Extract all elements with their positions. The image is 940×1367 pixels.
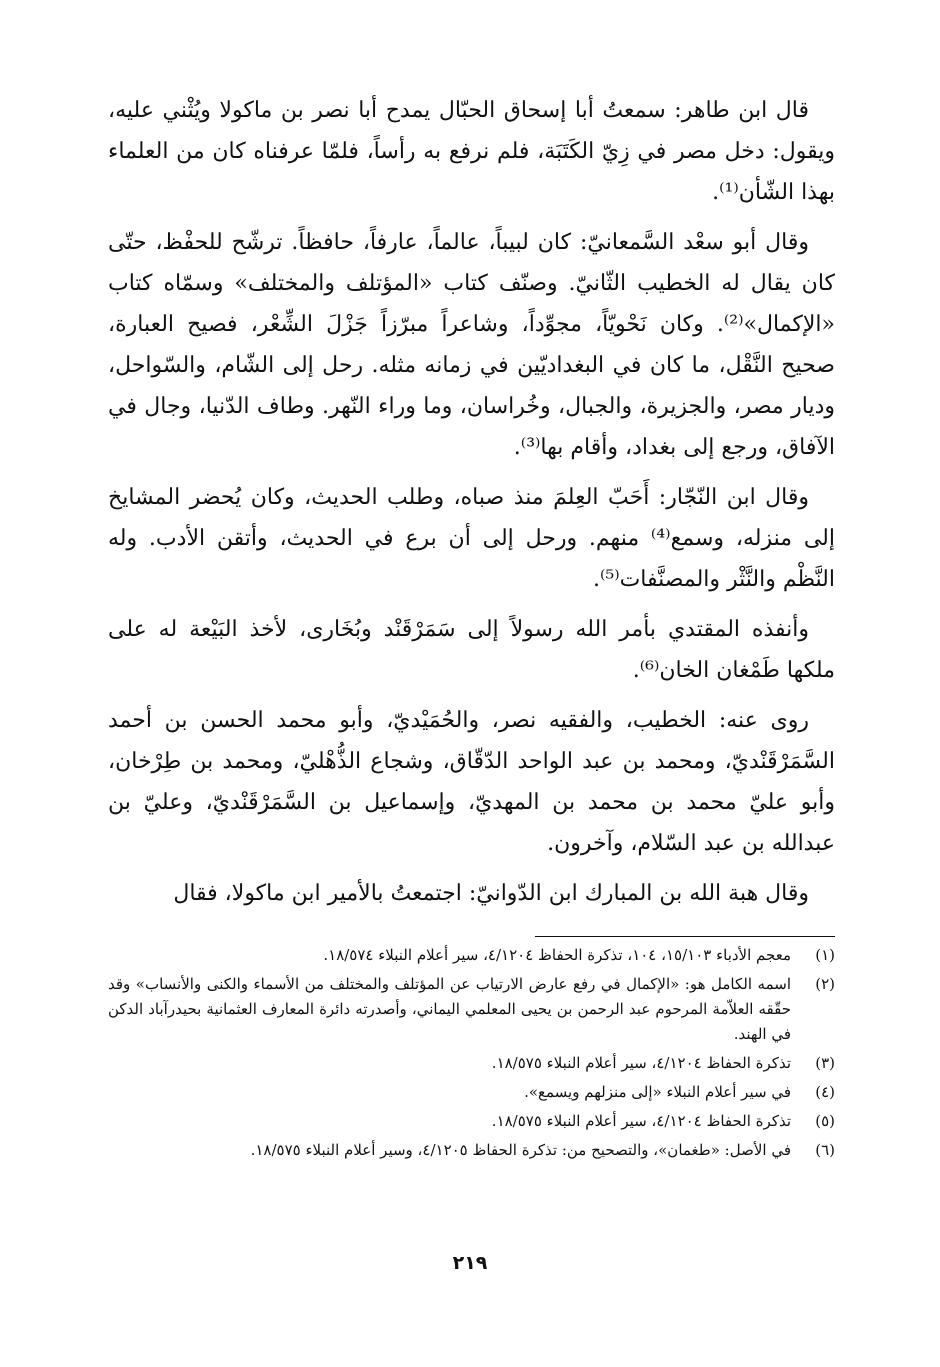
footnote-number: (٤) — [815, 1083, 835, 1101]
body-paragraph: وقال هبة الله بن المبارك ابن الدّوانيّ: اجتمعتُ بالأمير ابن ماكولا، فقال — [173, 881, 809, 906]
footnote-text: تذكرة الحفاظ ٤/١٢٠٤، سير أعلام النبلاء ١٨/٥٧٥. — [491, 1054, 791, 1072]
footnote-text: تذكرة الحفاظ ٤/١٢٠٤، سير أعلام النبلاء ١٨/٥٧٥. — [491, 1112, 791, 1130]
footnote-separator — [535, 936, 835, 937]
body-paragraph: وقال ابن النّجّار: أَحَبّ العِلمَ منذ صباه، وطلب الحديث، وكان يُحضر المشايخ إلى منزله، وسمع⁽⁴⁾ منهم. ورحل إلى أن برع في الحديث، وأتقن الأدب. وله النَّظْم والنَّثْر والمصنَّفات⁽⁵⁾. — [108, 485, 836, 592]
footnote-number: (٥) — [815, 1112, 835, 1130]
body-paragraph: وأنفذه المقتدي بأمر الله رسولاً إلى سَمَرْقَنْد وبُخَارى، لأخذ البَيْعة له على ملكها طَمْغان الخان⁽⁶⁾. — [108, 617, 835, 683]
footnote-number: (١) — [815, 946, 835, 964]
footnote-number: (٦) — [815, 1141, 835, 1159]
footnote-text: معجم الأدباء ١٥/١٠٣، ١٠٤، تذكرة الحفاظ ٤/١٢٠٤، سير أعلام النبلاء ١٨/٥٧٤. — [323, 946, 791, 964]
page-number: ٢١٩ — [452, 1252, 488, 1274]
body-paragraph: قال ابن طاهر: سمعتُ أبا إسحاق الحبّال يمدح أبا نصر بن ماكولا ويُثْني عليه، ويقول: دخل مصر في زِيّ الكَتَبَة، فلم نرفع به رأساً، فلمّا عرفناه كان من العلماء بهذا الشّأن⁽¹⁾. — [108, 98, 835, 205]
footnote-number: (٢) — [815, 975, 835, 993]
footnote-number: (٣) — [815, 1054, 835, 1072]
footnote — [108, 1080, 835, 1105]
footnote — [108, 943, 835, 968]
footnote-text: في سير أعلام النبلاء «إلى منزلهم ويسمع». — [524, 1083, 791, 1101]
footnote-text: اسمه الكامل هو: «الإكمال في رفع عارض الارتياب عن المؤتلف والمختلف من الأسماء والكنى والأنساب» وقد حقّقه العلاّمة المرحوم عبد الرحمن بن يحيى المعلمي اليماني، وأصدرته دائرة المعارف العثمانية بحيدرآباد الدكن في الهند. — [108, 975, 791, 1043]
body-paragraph: روى عنه: الخطيب، والفقيه نصر، والحُمَيْديّ، وأبو محمد الحسن بن أحمد السَّمَرْقَنْديّ، ومحمد بن عبد الواحد الدّقّاق، وشجاع الذُّهْليّ، ومحمد بن طِرْخان، وأبو عليّ محمد بن محمد بن المهديّ، وإسماعيل بن السَّمَرْقَنْديّ، وعليّ بن عبدالله بن عبد السّلام، وآخرون. — [108, 708, 835, 856]
footnote — [108, 1051, 835, 1076]
body-paragraph: وقال أبو سعْد السَّمعانيّ: كان لبيباً، عالماً، عارفاً، حافظاً. ترشّح للحفْظ، حتّى كان يقال له الخطيب الثّانيّ. وصنّف كتاب «المؤتلف والمختلف» وسمّاه كتاب «الإكمال»⁽²⁾. وكان نَحْويّاً، مجوِّداً، وشاعراً مبرّزاً جَزْلَ الشِّعْر، فصيح العبارة، صحيح النَّقْل، ما كان في البغداديّين في زمانه مثله. رحل إلى الشّام، والسّواحل، وديار مصر، والجزيرة، والجبال، وخُراسان، وما وراء النّهر. وطاف الدّنيا، وجال في الآفاق، ورجع إلى بغداد، وأقام بها⁽³⁾. — [108, 230, 835, 460]
footnote — [108, 1109, 835, 1134]
footnotes-list — [108, 943, 835, 1163]
footnote-text: في الأصل: «طغمان»، والتصحيح من: تذكرة الحفاظ ٤/١٢٠٥، وسير أعلام النبلاء ١٨/٥٧٥. — [250, 1141, 791, 1159]
page-content — [108, 90, 835, 1167]
footnote — [108, 1138, 835, 1163]
footnote — [108, 972, 835, 1047]
